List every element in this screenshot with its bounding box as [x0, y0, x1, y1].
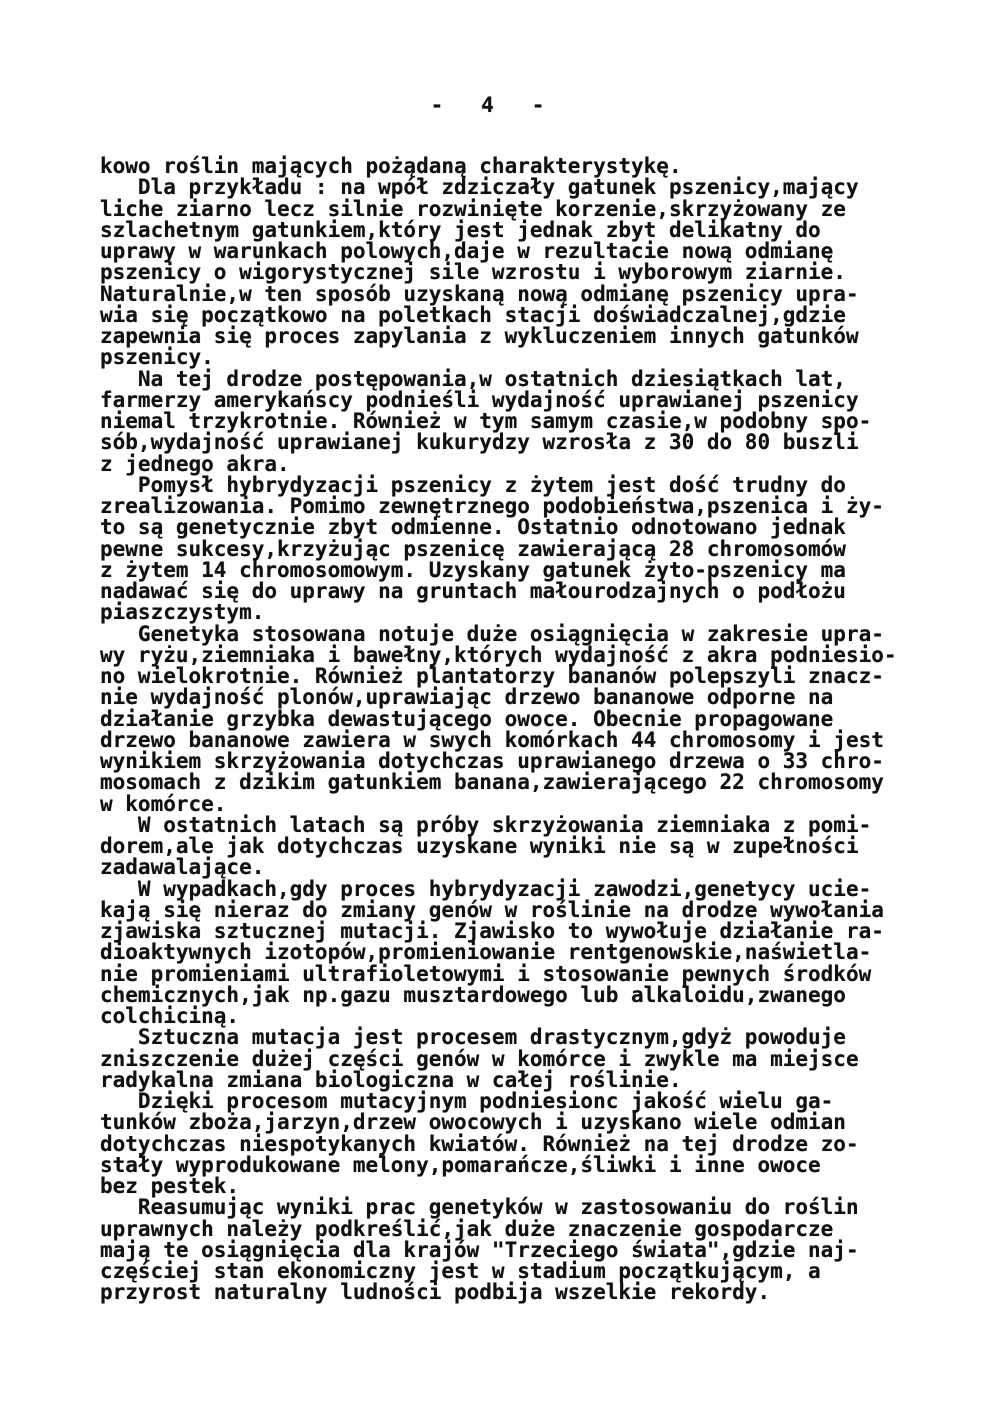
paragraph: [100, 876, 910, 1028]
text-line: zapewnia się proces zapylania z wykluczeniem innych gatunków: [100, 324, 859, 348]
text-line: Pomysł hybrydyzacji pszenicy z żytem jest dość trudny do: [100, 472, 846, 497]
text-line: zrealizowania. Pomimo zewnętrznego podobieństwa,pszenica i ży-: [100, 494, 884, 518]
text-line: uprawy w warunkach polowych,daje w rezultacie nową odmianę: [100, 239, 834, 263]
text-line: nadawać się do uprawy na gruntach małourodzajnych o podłożu: [100, 579, 846, 603]
text-line: przyrost naturalny ludności podbija wszelkie rekordy.: [100, 1280, 771, 1305]
text-line: pewne sukcesy,krzyżując pszenicę zawierającą 28 chromosomów: [100, 536, 846, 561]
paragraph: [100, 621, 910, 816]
paragraph: [100, 1197, 910, 1303]
paragraph: [100, 366, 910, 476]
text-line: dotychczas niespotykanych kwiatów. Również na tej drodze zo-: [100, 1131, 859, 1156]
text-line: Naturalnie,w ten sposób uzyskaną nową odmianę pszenicy upra-: [100, 281, 859, 306]
text-line: nie wydajność plonów,uprawiając drzewo bananowe odporne na: [100, 685, 834, 710]
text-line: bez pestek.: [100, 1174, 240, 1198]
paragraph: [100, 156, 910, 177]
text-line: Sztuczna mutacja jest procesem drastycznym,gdyż powoduje: [100, 1025, 846, 1050]
text-line: farmerzy amerykańscy podnieśli wydajność uprawianej pszenicy: [100, 387, 859, 412]
text-line: wy ryżu,ziemniaka i bawełny,których wydajność z akra podniesio-: [100, 642, 897, 667]
text-line: dioaktywnych izotopów,promieniowanie rentgenowskie,naświetla-: [100, 940, 872, 965]
text-line: zadawalające.: [100, 855, 265, 880]
text-line: W ostatnich latach są próby skrzyżowania ziemniaka z pomi-: [100, 812, 872, 837]
text-line: uprawnych należy podkreślić,jak duże znaczenie gospodarcze: [100, 1216, 834, 1241]
text-line: Na tej drodze postępowania,w ostatnich dziesiątkach lat,: [100, 366, 846, 391]
text-line: W wypadkach,gdy proces hybrydyzacji zawodzi,genetycy ucie-: [100, 876, 872, 901]
text-line: działanie grzybka dewastującego owoce. Obecnie propagowane: [100, 706, 834, 731]
text-line: mosomach z dzikim gatunkiem banana,zawierającego 22 chromosomy: [100, 770, 884, 795]
text-line: dorem,ale jak dotychczas uzyskane wyniki nie są w zupełności: [100, 834, 859, 858]
page-number: - 4 -: [430, 93, 545, 117]
text-line: zjawiska sztucznej mutacji. Zjawisko to wywołuje działanie ra-: [100, 919, 884, 943]
text-line: niemal trzykrotnie. Również w tym samym czasie,w podobny spo-: [100, 409, 872, 433]
text-line: drzewo bananowe zawiera w swych komórkach 44 chromosomy i jest: [100, 727, 884, 752]
text-line: to są genetycznie zbyt odmienne. Ostatnio odnotowano jednak: [100, 515, 846, 540]
paragraph: [100, 177, 910, 368]
text-line: piaszczystym.: [100, 600, 265, 625]
text-line: mają te osiągnięcia dla krajów "Trzeciego świata",gdzie naj-: [100, 1237, 859, 1262]
paragraph: [100, 1027, 910, 1091]
text-block: [100, 156, 910, 1304]
text-line: Dla przykładu : na wpół zdziczały gatunek pszenicy,mający: [100, 175, 859, 200]
text-line: nie promieniami ultrafioletowymi i stosowanie pewnych środków: [100, 961, 872, 986]
paragraph: [100, 472, 910, 625]
text-line: sób,wydajność uprawianej kukurydzy wzrosła z 30 do 80 buszli: [100, 430, 859, 455]
text-line: Genetyka stosowana notuje duże osiągnięcia w zakresie upra-: [100, 621, 884, 646]
text-line: kają się nieraz do zmiany genów w roślinie na drodze wywołania: [100, 897, 884, 922]
text-line: Reasumując wyniki prac genetyków w zastosowaniu do roślin: [100, 1195, 859, 1220]
text-line: chemicznych,jak np.gazu musztardowego lub alkaloidu,zwanego: [100, 982, 846, 1007]
text-line: tunków zboża,jarzyn,drzew owocowych i uzyskano wiele odmian: [100, 1110, 846, 1135]
paragraph: [100, 1091, 910, 1197]
paragraph: [100, 812, 910, 880]
text-line: częściej stan ekonomiczny jest w stadium początkującym, a: [100, 1259, 821, 1283]
text-line: wia się początkowo na poletkach stacji doświadczalnej,gdzie: [100, 302, 846, 327]
text-line: zniszczenie dużej części genów w komórce i zwykle ma miejsce: [100, 1046, 859, 1071]
text-line: colchiciną.: [100, 1004, 240, 1028]
text-line: pszenicy.: [100, 345, 214, 370]
text-line: pszenicy o wigorystycznej sile wzrostu i wyborowym ziarnie.: [100, 260, 846, 285]
text-line: liche ziarno lecz silnie rozwinięte korzenie,skrzyżowany ze: [100, 196, 846, 221]
text-line: radykalna zmiana biologiczna w całej roślinie.: [100, 1067, 682, 1092]
text-line: kowo roślin mających pożądaną charakterystykę.: [100, 154, 682, 178]
text-line: z żytem 14 chromosomowym. Uzyskany gatunek żyto-pszenicy ma: [100, 557, 846, 582]
text-line: Dzięki procesom mutacyjnym podniesionc jakość wielu ga-: [100, 1089, 834, 1113]
text-line: z jednego akra.: [100, 451, 290, 476]
text-line: wynikiem skrzyżowania dotychczas uprawianego drzewa o 33 chro-: [100, 749, 884, 773]
text-line: w komórce.: [100, 791, 227, 816]
text-line: no wielokrotnie. Również plantatorzy bananów polepszyli znacz-: [100, 664, 884, 688]
text-line: szlachetnym gatunkiem,który jest jednak zbyt delikatny do: [100, 217, 821, 242]
text-line: stały wyprodukowane melony,pomarańcze,śliwki i inne owoce: [100, 1152, 821, 1177]
